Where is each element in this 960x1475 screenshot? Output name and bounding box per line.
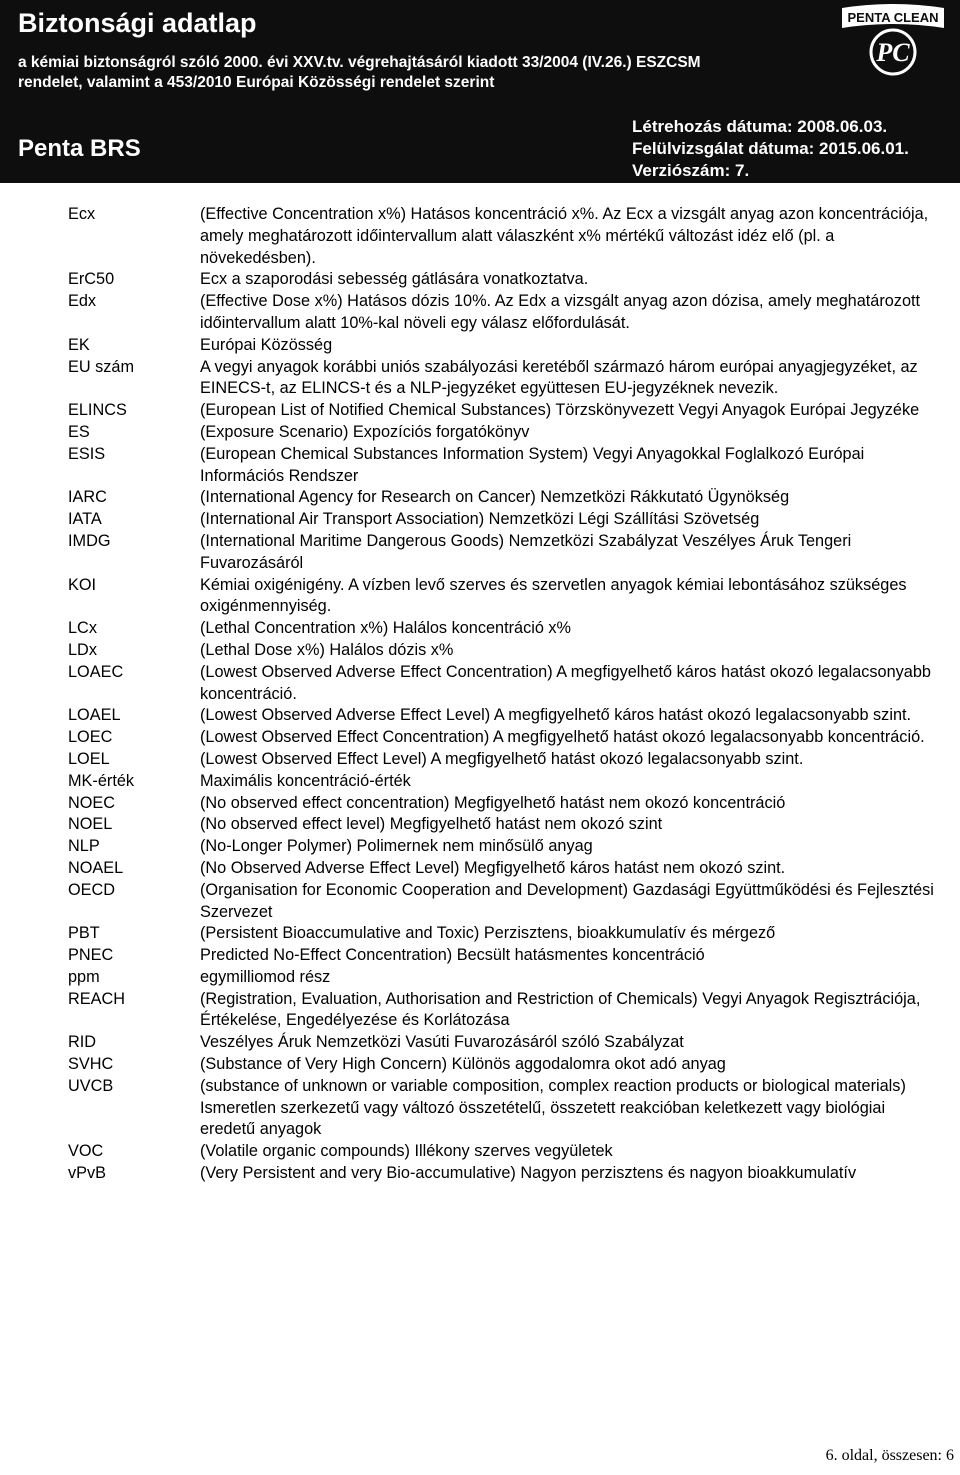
abbreviation-term: LOAEC <box>68 662 124 681</box>
glossary-row <box>68 575 948 619</box>
abbreviation-definition: (International Agency for Research on Cancer) Nemzetközi Rákkutató Ügynökség <box>200 488 790 507</box>
glossary-row <box>68 1054 948 1076</box>
abbreviation-definition: (Organisation for Economic Cooperation and Development) Gazdasági Együttműködési és Fejlesztési Szervezet <box>200 880 934 921</box>
legal-reference-line-2: rendelet, valamint a 453/2010 Európai Közösségi rendelet szerint <box>18 74 495 91</box>
abbreviation-term: ESIS <box>68 444 106 463</box>
abbreviation-term: REACH <box>68 989 125 1008</box>
abbreviation-definition: (No observed effect concentration) Megfigyelhető hatást nem okozó koncentráció <box>200 793 786 812</box>
revision-date: Felülvizsgálat dátuma: 2015.06.01. <box>632 139 909 158</box>
abbreviation-definition: Európai Közösség <box>200 335 333 354</box>
glossary-row <box>68 357 948 401</box>
glossary-row <box>68 793 948 815</box>
abbreviation-definition: egymilliomod rész <box>200 967 331 986</box>
logo-monogram: PC <box>876 38 910 67</box>
glossary-row <box>68 444 948 488</box>
glossary-row <box>68 618 948 640</box>
glossary-row <box>68 1076 948 1141</box>
abbreviation-definition: (Substance of Very High Concern) Különös aggodalomra okot adó anyag <box>200 1055 726 1074</box>
abbreviation-definition: (European Chemical Substances Information System) Vegyi Anyagokkal Foglalkozó Európai Információs Rendszer <box>200 444 865 485</box>
abbreviations-list <box>68 204 948 1185</box>
creation-date: Létrehozás dátuma: 2008.06.03. <box>632 117 888 136</box>
abbreviation-definition: Predicted No-Effect Concentration) Becsült hatásmentes koncentráció <box>200 946 705 965</box>
glossary-row <box>68 967 948 989</box>
glossary-row <box>68 727 948 749</box>
abbreviation-term: LOEC <box>68 728 113 747</box>
abbreviation-term: SVHC <box>68 1055 114 1074</box>
glossary-row <box>68 989 948 1033</box>
glossary-row <box>68 531 948 575</box>
glossary-row <box>68 858 948 880</box>
glossary-row <box>68 771 948 793</box>
abbreviation-term: vPvB <box>68 1164 107 1183</box>
abbreviation-term: RID <box>68 1033 97 1052</box>
glossary-row <box>68 662 948 706</box>
abbreviation-definition: (Registration, Evaluation, Authorisation and Restriction of Chemicals) Vegyi Anyagok Regisztrációja, Értékelése, Engedélyezése és Korlátozása <box>200 989 921 1030</box>
glossary-row <box>68 749 948 771</box>
glossary-row <box>68 509 948 531</box>
header-banner <box>0 0 960 183</box>
abbreviation-term: PNEC <box>68 946 114 965</box>
abbreviation-term: IATA <box>68 510 102 529</box>
glossary-row <box>68 487 948 509</box>
abbreviation-term: NOEC <box>68 793 116 812</box>
abbreviation-definition: (Effective Concentration x%) Hatásos koncentráció x%. Az Ecx a vizsgált anyag azon koncentrációja, amely meghatározott időintervallum alatt válaszként x% mértékű változást idéz elő (pl. a növekedésben). <box>200 205 929 267</box>
abbreviation-term: LDx <box>68 640 97 659</box>
abbreviation-definition: Ecx a szaporodási sebesség gátlására vonatkoztatva. <box>200 270 589 289</box>
abbreviation-term: NOAEL <box>68 858 124 877</box>
abbreviation-definition: Maximális koncentráció-érték <box>200 771 411 790</box>
abbreviation-term: VOC <box>68 1142 104 1161</box>
glossary-row <box>68 945 948 967</box>
glossary-row <box>68 836 948 858</box>
abbreviation-term: NLP <box>68 837 100 856</box>
abbreviation-term: ES <box>68 422 90 441</box>
abbreviation-definition: Veszélyes Áruk Nemzetközi Vasúti Fuvarozásáról szóló Szabályzat <box>200 1033 684 1052</box>
glossary-row <box>68 1163 948 1185</box>
abbreviation-term: Ecx <box>68 205 96 223</box>
glossary-row <box>68 1032 948 1054</box>
abbreviation-term: LOEL <box>68 749 110 768</box>
abbreviation-definition: A vegyi anyagok korábbi uniós szabályozási keretéből származó három európai anyagjegyzéket, az EINECS-t, az ELINCS-t és a NLP-jegyzéket együttesen EU-jegyzéknek nevezik. <box>200 357 918 398</box>
glossary-row <box>68 640 948 662</box>
abbreviation-term: ppm <box>68 967 100 986</box>
glossary-row <box>68 1141 948 1163</box>
abbreviation-term: MK-érték <box>68 771 135 790</box>
glossary-row <box>68 422 948 444</box>
glossary-row <box>68 705 948 727</box>
abbreviation-definition: (Effective Dose x%) Hatásos dózis 10%. Az Edx a vizsgált anyag azon dózisa, amely meghatározott időintervallum alatt 10%-kal növeli egy válasz előfordulását. <box>200 292 921 332</box>
abbreviation-definition: (Exposure Scenario) Expozíciós forgatókönyv <box>200 422 530 441</box>
abbreviation-term: ELINCS <box>68 401 127 420</box>
abbreviation-term: NOEL <box>68 815 113 834</box>
glossary-row <box>68 204 948 269</box>
version-number: Verziószám: 7. <box>632 161 750 180</box>
glossary-row <box>68 880 948 924</box>
abbreviation-definition: (Lethal Concentration x%) Halálos koncentráció x% <box>200 619 572 638</box>
abbreviation-term: LOAEL <box>68 706 121 725</box>
glossary-row <box>68 291 948 335</box>
abbreviation-definition: Kémiai oxigénigény. A vízben levő szerves és szervetlen anyagok kémiai lebontásához szükséges oxigénmennyiség. <box>200 575 907 616</box>
glossary-row <box>68 269 948 291</box>
abbreviation-term: EK <box>68 335 90 354</box>
penta-clean-logo <box>838 2 948 76</box>
abbreviation-term: IARC <box>68 488 107 507</box>
logo-brand-text: PENTA CLEAN <box>847 10 939 25</box>
abbreviation-definition: (Lethal Dose x%) Halálos dózis x% <box>200 640 454 659</box>
abbreviation-definition: (Persistent Bioaccumulative and Toxic) Perzisztens, bioakkumulatív és mérgező <box>200 924 776 943</box>
abbreviation-definition: (Lowest Observed Adverse Effect Level) A megfigyelhető káros hatást okozó legalacsonyabb szint. <box>200 706 912 725</box>
abbreviation-term: KOI <box>68 575 97 594</box>
abbreviation-definition: (Lowest Observed Adverse Effect Concentration) A megfigyelhető káros hatást okozó legalacsonyabb koncentráció. <box>200 662 931 703</box>
product-name: Penta BRS <box>18 135 141 162</box>
glossary-row <box>68 923 948 945</box>
glossary-row <box>68 814 948 836</box>
abbreviation-term: LCx <box>68 619 97 638</box>
abbreviation-definition: (No Observed Adverse Effect Level) Megfigyelhető káros hatást nem okozó szint. <box>200 858 786 877</box>
abbreviation-definition: (substance of unknown or variable composition, complex reaction products or biological materials) Ismeretlen szerkezetű vagy változó összetételű, összetett reakcióban keletkezett vagy biológiai eredetű anyagok <box>200 1076 906 1139</box>
abbreviation-term: IMDG <box>68 531 111 550</box>
abbreviation-definition: (No-Longer Polymer) Polimernek nem minősülő anyag <box>200 837 593 856</box>
abbreviation-definition: (Very Persistent and very Bio-accumulative) Nagyon perzisztens és nagyon bioakkumulatív <box>200 1164 857 1183</box>
glossary-row <box>68 400 948 422</box>
legal-reference-line-1: a kémiai biztonságról szóló 2000. évi XXV.tv. végrehajtásáról kiadott 33/2004 (IV.26.) ESZCSM <box>18 54 701 71</box>
abbreviation-definition: (Volatile organic compounds) Illékony szerves vegyületek <box>200 1142 613 1161</box>
abbreviation-term: UVCB <box>68 1076 114 1095</box>
abbreviation-definition: (European List of Notified Chemical Substances) Törzskönyvezett Vegyi Anyagok Európai Jegyzéke <box>200 401 920 420</box>
abbreviation-definition: (Lowest Observed Effect Level) A megfigyelhető hatást okozó legalacsonyabb szint. <box>200 749 804 768</box>
abbreviation-term: ErC50 <box>68 270 115 289</box>
abbreviation-term: Edx <box>68 292 97 311</box>
abbreviation-definition: (Lowest Observed Effect Concentration) A megfigyelhető hatást okozó legalacsonyabb koncentráció. <box>200 728 925 747</box>
abbreviation-term: PBT <box>68 924 100 943</box>
abbreviation-term: OECD <box>68 880 116 899</box>
abbreviation-definition: (International Air Transport Association) Nemzetközi Légi Szállítási Szövetség <box>200 510 760 529</box>
glossary-row <box>68 335 948 357</box>
abbreviation-definition: (International Maritime Dangerous Goods) Nemzetközi Szabályzat Veszélyes Áruk Tengeri Fuvarozásáról <box>200 531 852 572</box>
document-title: Biztonsági adatlap <box>18 8 257 38</box>
page-number: 6. oldal, összesen: 6 <box>825 1447 954 1464</box>
abbreviation-term: EU szám <box>68 357 135 376</box>
abbreviation-definition: (No observed effect level) Megfigyelhető hatást nem okozó szint <box>200 815 663 834</box>
